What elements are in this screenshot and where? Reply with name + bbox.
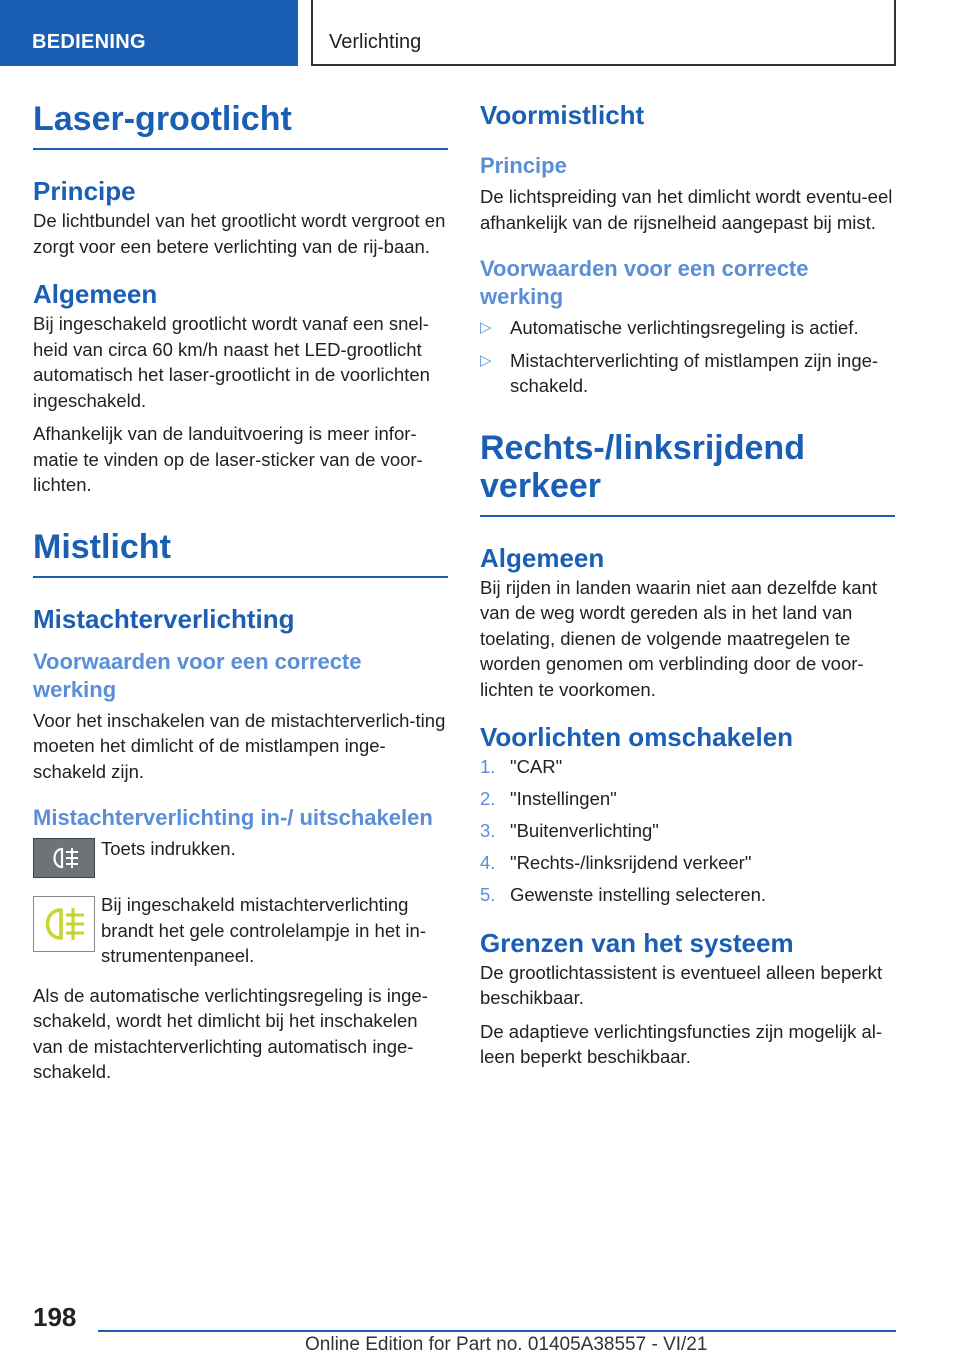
voorwaarden-list (480, 315, 895, 399)
heading-algemeen: Algemeen (33, 279, 158, 309)
heading-in-uitschakelen: Mistachterverlichting in-/ uitschakelen (33, 805, 433, 830)
heading-mistachterverlichting: Mistachterverlichting (33, 603, 295, 634)
heading-principe-voormist: Principe (480, 153, 567, 178)
steps-list (480, 754, 895, 908)
page-header (0, 0, 960, 66)
grenzen-text-1: De grootlichtassistent is eventueel alleen beperkt beschikbaar. (480, 961, 883, 1008)
button-text: Toets indrukken. (101, 838, 236, 859)
heading-principe: Principe (33, 176, 136, 206)
heading-laser-grootlicht: Laser-grootlicht (33, 100, 448, 150)
indicator-instruction (33, 892, 448, 969)
algemeen-text-1: Bij ingeschakeld grootlicht wordt vanaf een snel-heid van circa 60 km/h naast het LED-grootlicht automatisch het laser-grootlicht in de voorlichten ingeschakeld. (33, 313, 430, 411)
auto-text: Als de automatische verlichtingsregeling is inge-schakeld, wordt het dimlicht bij het inschakelen van de mistachterverlichting automatisch inge-schakeld. (33, 984, 428, 1082)
list-item: 4. "Rechts-/linksrijdend verkeer" (480, 852, 752, 873)
footer-divider (98, 1330, 896, 1332)
right-column (480, 100, 895, 1078)
list-item: 3. "Buitenverlichting" (480, 820, 659, 841)
heading-voorwaarden-voormist: Voorwaarden voor een correcte werking (480, 256, 809, 309)
list-item: 1. "CAR" (480, 756, 563, 777)
heading-algemeen-rechts: Algemeen (480, 542, 605, 573)
triangle-right-icon: ▷ (480, 351, 492, 369)
heading-grenzen: Grenzen van het systeem (480, 927, 794, 958)
page-number: 198 (33, 1302, 77, 1332)
list-item: 5. Gewenste instelling selecteren. (480, 884, 767, 905)
list-item: 2. "Instellingen" (480, 788, 617, 809)
rear-fog-light-indicator-icon (33, 896, 95, 952)
chapter-title: Verlichting (311, 0, 896, 66)
heading-voormistlicht: Voormistlicht (480, 100, 645, 130)
button-instruction (33, 836, 448, 878)
indicator-text: Bij ingeschakeld mistachterverlichting brandt het gele controlelampje in het in-strumentenpaneel. (101, 894, 426, 966)
page-footer (0, 1290, 960, 1362)
grenzen-text-2: De adaptieve verlichtingsfuncties zijn mogelijk al-leen beperkt beschikbaar. (480, 1020, 883, 1067)
rear-fog-light-button-icon (33, 838, 95, 878)
voorwaarden-text: Voor het inschakelen van de mistachterverlich-ting moeten het dimlicht of de mistlampen inge-schakeld zijn. (33, 709, 446, 782)
section-tab: BEDIENING (0, 0, 298, 66)
voormist-principe-text: De lichtspreiding van het dimlicht wordt eventu-eel afhankelijk van de rijsnelheid aangepast bij mist. (480, 186, 893, 233)
algemeen-text-2: Afhankelijk van de landuitvoering is meer infor-matie te vinden op de laser-sticker van de voor-lichten. (33, 423, 423, 495)
heading-rechts-linksrijdend: Rechts-/linksrijdend verkeer (480, 429, 895, 517)
heading-voorlichten-omschakelen: Voorlichten omschakelen (480, 722, 794, 752)
principe-text: De lichtbundel van het grootlicht wordt vergroot en zorgt voor een betere verlichting van de rij-baan. (33, 210, 446, 257)
triangle-right-icon: ▷ (480, 319, 492, 336)
heading-voorwaarden: Voorwaarden voor een correcte werking (33, 648, 362, 702)
list-item: ▷ Automatische verlichtingsregeling is actief. (480, 315, 895, 341)
heading-mistlicht: Mistlicht (33, 528, 448, 578)
left-column (33, 100, 448, 1093)
rechts-algemeen-text: Bij rijden in landen waarin niet aan dezelfde kant van de weg wordt gereden als in het land van toelating, dienen de volgende maatregelen te worden genomen om verblinding door de voor-lichten te voorkomen. (480, 576, 877, 700)
edition-text: Online Edition for Part no. 01405A38557 - VI/21 (305, 1334, 708, 1355)
list-item: ▷ Mistachterverlichting of mistlampen zijn inge-schakeld. (480, 349, 879, 396)
